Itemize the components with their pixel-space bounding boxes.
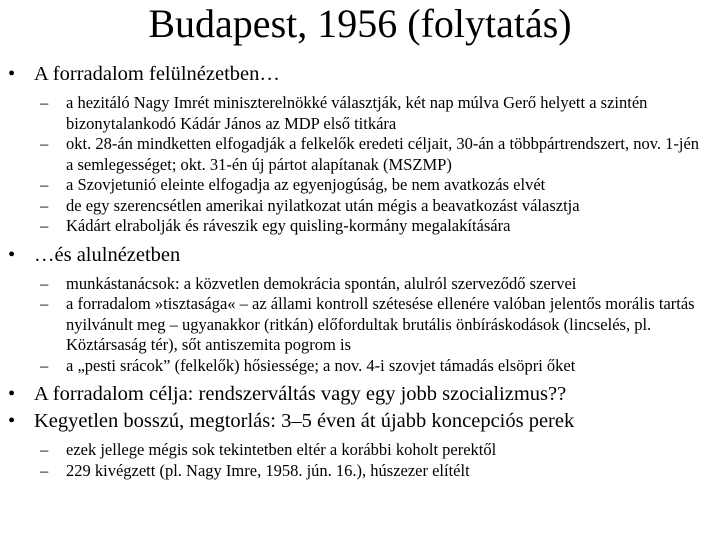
- dash-icon: –: [40, 460, 49, 480]
- subitem-text: ezek jellege mégis sok tekintetben eltér a korábbi koholt perektől: [66, 440, 497, 459]
- bullet-text: Kegyetlen bosszú, megtorlás: 3–5 éven át újabb koncepciós perek: [34, 410, 575, 432]
- subitem: [0, 93, 720, 134]
- subitem-list: [0, 274, 720, 377]
- bullet-icon: •: [8, 410, 16, 432]
- bullet-item-felulnezet: [0, 62, 720, 87]
- bullet-text: …és alulnézetben: [34, 243, 181, 266]
- bullet-text: A forradalom felülnézetben…: [34, 63, 280, 85]
- subitem-text: munkástanácsok: a közvetlen demokrácia spontán, alulról szerveződő szervei: [66, 273, 577, 293]
- subitem: [0, 216, 720, 237]
- dash-icon: –: [40, 440, 49, 459]
- subitem: [0, 440, 720, 461]
- slide-title: Budapest, 1956 (folytatás): [148, 1, 572, 46]
- dash-icon: –: [40, 294, 49, 313]
- subitem: [0, 196, 720, 217]
- dash-icon: –: [40, 216, 49, 235]
- subitem: [0, 134, 720, 175]
- subitem-text: 229 kivégzett (pl. Nagy Imre, 1958. jún. 16.), húszezer elítélt: [66, 460, 470, 480]
- subitem-text: Kádárt elrabolják és ráveszik egy quisling-kormány megalakítására: [66, 216, 511, 235]
- subitem-list: [0, 440, 720, 481]
- dash-icon: –: [40, 134, 49, 153]
- subitem-list: [0, 93, 720, 237]
- bullet-text: A forradalom célja: rendszerváltás vagy egy jobb szocializmus??: [34, 383, 567, 405]
- subitem-text: okt. 28-án mindketten elfogadják a felkelők eredeti céljait, 30-án a többpártrendszert, nov. 1-jén a semlegességet; okt. 31-én új pártot alapítanak (MSZMP): [66, 134, 700, 174]
- dash-icon: –: [40, 273, 49, 293]
- dash-icon: –: [40, 355, 49, 375]
- subitem: [0, 356, 720, 377]
- bullet-icon: •: [8, 243, 16, 266]
- subitem: [0, 461, 720, 482]
- slide-content: [0, 56, 720, 481]
- dash-icon: –: [40, 93, 49, 112]
- bullet-item-megtorlas: [0, 409, 720, 434]
- subitem: [0, 294, 720, 356]
- bullet-item-alulnezet: [0, 243, 720, 268]
- subitem-text: a forradalom »tisztasága« – az állami kontroll szétesése ellenére valóban jelentős morális tartás nyilvánult meg – ugyanakkor (ritkán) előfordultak brutális önbíráskodások (lincselés, pl. Köztársaság tér), sőt antiszemita pogrom is: [66, 294, 695, 354]
- subitem-text: a hezitáló Nagy Imrét miniszterelnökké választják, két nap múlva Gerő helyett a szintén bizonytalankodó Kádár János az MDP első titkára: [66, 93, 648, 133]
- subitem-text: de egy szerencsétlen amerikai nyilatkozat után mégis a beavatkozást választja: [66, 195, 580, 215]
- bullet-icon: •: [8, 383, 16, 405]
- bullet-icon: •: [8, 63, 16, 85]
- subitem: [0, 274, 720, 295]
- dash-icon: –: [40, 195, 49, 215]
- subitem: [0, 175, 720, 196]
- bullet-item-cel: [0, 382, 720, 407]
- subitem-text: a „pesti srácok” (felkelők) hősiessége; a nov. 4-i szovjet támadás elsöpri őket: [66, 355, 576, 375]
- dash-icon: –: [40, 175, 49, 194]
- subitem-text: a Szovjetunió eleinte elfogadja az egyenjogúság, be nem avatkozás elvét: [66, 175, 546, 194]
